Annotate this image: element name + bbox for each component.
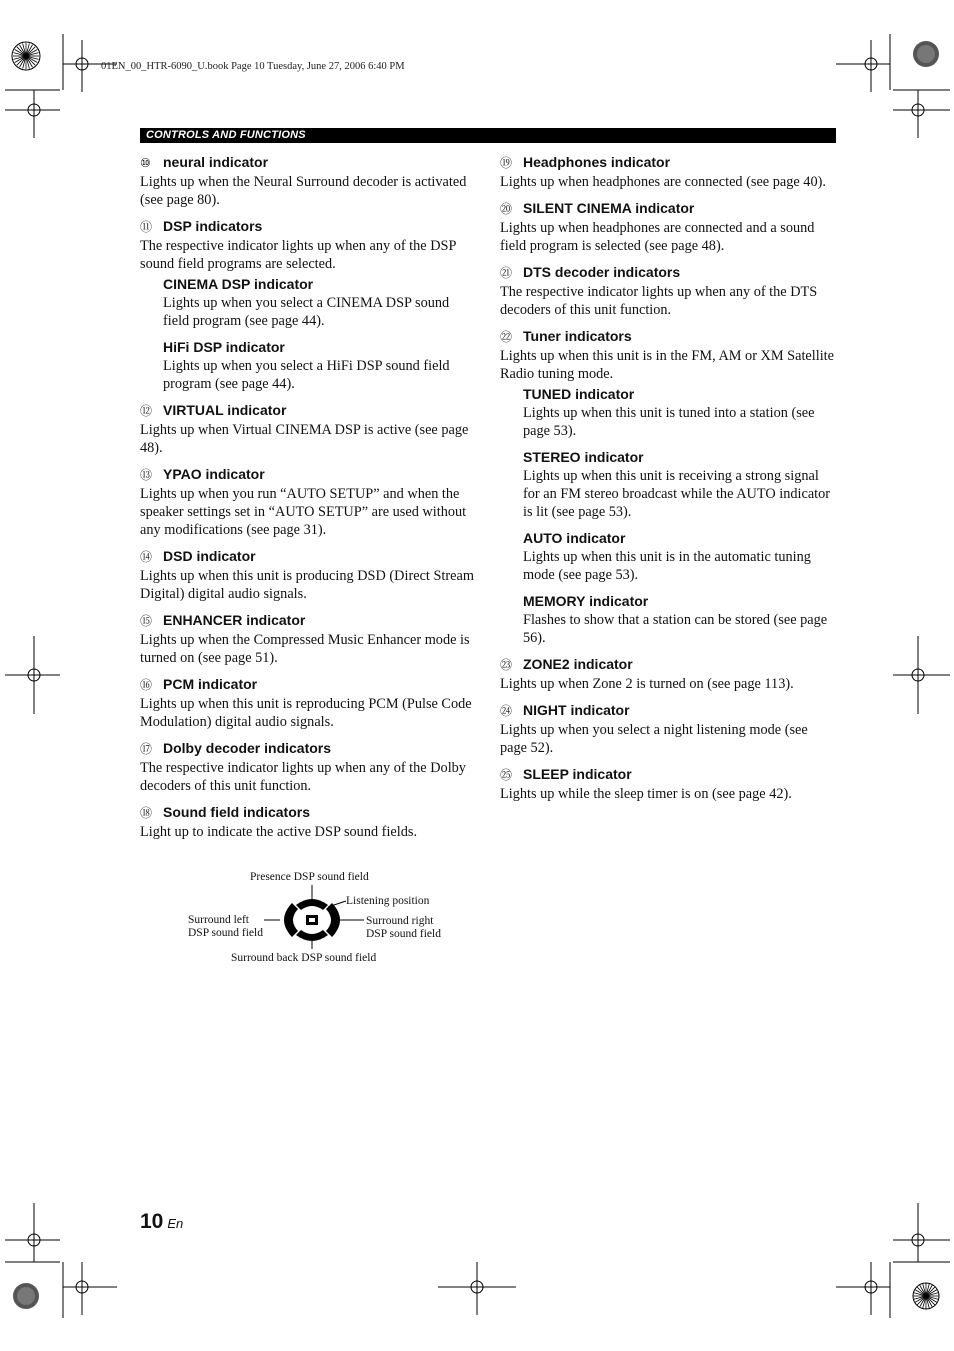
indicator-number: ⑩ — [140, 156, 151, 170]
indicator-title: NIGHT indicator — [523, 702, 630, 718]
indicator-description: Light up to indicate the active DSP sound fields. — [140, 824, 418, 840]
indicator-number: ⑪ — [140, 220, 153, 234]
sub-indicator-item — [523, 592, 836, 647]
crosshair-br2 — [893, 1203, 950, 1262]
indicator-heading — [140, 465, 476, 485]
crosshair-ml — [5, 636, 60, 714]
indicator-description: The respective indicator lights up when any of the DTS decoders of this unit function. — [500, 284, 818, 318]
indicator-number: ㉑ — [500, 266, 513, 280]
indicator-description: Lights up when you run “AUTO SETUP” and when the speaker settings set in “AUTO SETUP” are used without any modifications (see page 31). — [140, 486, 467, 538]
sub-indicator-item — [163, 338, 476, 393]
sub-indicator-item — [163, 275, 476, 330]
indicator-heading — [500, 701, 836, 721]
indicator-title: DSD indicator — [163, 548, 256, 564]
indicator-item — [140, 465, 476, 539]
indicator-heading — [500, 655, 836, 675]
indicator-number: ⑱ — [140, 806, 153, 820]
crosshair-bc — [438, 1262, 516, 1315]
indicator-item — [140, 153, 476, 209]
sound-field-diagram — [180, 865, 470, 975]
indicator-heading — [140, 803, 476, 823]
indicator-heading — [500, 327, 836, 347]
sub-indicator-description: Lights up when you select a CINEMA DSP sound field program (see page 44). — [163, 295, 450, 329]
right-column — [500, 153, 836, 811]
indicator-item — [500, 701, 836, 757]
sub-indicator-item — [523, 448, 836, 521]
label-surround-right-2: DSP sound field — [366, 928, 441, 940]
indicator-item — [140, 401, 476, 457]
indicator-number: ⑳ — [500, 202, 513, 216]
indicator-heading — [140, 675, 476, 695]
sub-indicator-item — [523, 529, 836, 584]
sub-indicator-description: Flashes to show that a station can be stored (see page 56). — [523, 612, 828, 646]
indicator-item — [500, 327, 836, 647]
sub-indicator-description: Lights up when you select a HiFi DSP sound field program (see page 44). — [163, 358, 450, 392]
label-surround-left-1: Surround left — [188, 914, 250, 926]
indicator-heading — [500, 263, 836, 283]
indicator-description: The respective indicator lights up when any of the DSP sound field programs are selected. — [140, 238, 456, 272]
indicator-heading — [500, 199, 836, 219]
indicator-description: Lights up when this unit is producing DSD (Direct Stream Digital) digital audio signals. — [140, 568, 474, 602]
indicator-number: ㉔ — [500, 704, 513, 718]
indicator-item — [500, 153, 836, 191]
indicator-description: Lights up when the Compressed Music Enhancer mode is turned on (see page 51). — [140, 632, 470, 666]
sub-indicator-title: STEREO indicator — [523, 449, 644, 465]
indicator-title: VIRTUAL indicator — [163, 402, 287, 418]
indicator-description: The respective indicator lights up when any of the Dolby decoders of this unit function. — [140, 760, 466, 794]
page-language: En — [167, 1216, 184, 1231]
indicator-description: Lights up when you select a night listening mode (see page 52). — [500, 722, 808, 756]
indicator-heading — [140, 401, 476, 421]
indicator-number: ⑯ — [140, 678, 153, 692]
label-surround-back: Surround back DSP sound field — [231, 952, 377, 964]
sub-indicator-title: CINEMA DSP indicator — [163, 276, 314, 292]
crosshair-tl2 — [5, 90, 60, 138]
sub-indicator-description: Lights up when this unit is tuned into a station (see page 53). — [523, 405, 815, 439]
indicator-title: SLEEP indicator — [523, 766, 632, 782]
indicator-title: DSP indicators — [163, 218, 263, 234]
crosshair-br1 — [836, 1262, 890, 1315]
sub-indicator-description: Lights up when this unit is receiving a strong signal for an FM stereo broadcast while the AUTO indicator is lit (see page 53). — [523, 468, 831, 520]
indicator-item — [140, 739, 476, 795]
sub-indicator-title: HiFi DSP indicator — [163, 339, 285, 355]
indicator-description: Lights up while the sleep timer is on (see page 42). — [500, 786, 792, 802]
indicator-item — [140, 611, 476, 667]
label-surround-right-1: Surround right — [366, 915, 434, 927]
indicator-heading — [140, 547, 476, 567]
indicator-title: SILENT CINEMA indicator — [523, 200, 695, 216]
indicator-item — [140, 675, 476, 731]
indicator-number: ⑰ — [140, 742, 153, 756]
indicator-description: Lights up when Virtual CINEMA DSP is active (see page 48). — [140, 422, 469, 456]
indicator-title: Sound field indicators — [163, 804, 311, 820]
indicator-item — [500, 263, 836, 319]
indicator-heading — [140, 611, 476, 631]
indicator-title: Tuner indicators — [523, 328, 632, 344]
page-number — [140, 1210, 183, 1234]
indicator-number: ㉕ — [500, 768, 513, 782]
label-listening: Listening position — [346, 895, 430, 907]
section-header-label: CONTROLS AND FUNCTIONS — [146, 129, 306, 141]
indicator-description: Lights up when this unit is in the FM, AM or XM Satellite Radio tuning mode. — [500, 348, 834, 382]
indicator-number: ⑭ — [140, 550, 153, 564]
indicator-heading — [140, 153, 476, 173]
indicator-description: Lights up when headphones are connected and a sound field program is selected (see page 48). — [500, 220, 815, 254]
crosshair-tr2 — [893, 90, 950, 138]
indicator-item — [500, 199, 836, 255]
indicator-title: ZONE2 indicator — [523, 656, 633, 672]
indicator-number: ㉒ — [500, 330, 513, 344]
crosshair-mr — [893, 636, 950, 714]
indicator-heading — [500, 765, 836, 785]
label-surround-left-2: DSP sound field — [188, 927, 263, 939]
left-column — [140, 153, 476, 849]
indicator-number: ⑬ — [140, 468, 153, 482]
sub-indicator-item — [523, 385, 836, 440]
indicator-heading — [140, 739, 476, 759]
print-info: 01EN_00_HTR-6090_U.book Page 10 Tuesday, June 27, 2006 6:40 PM — [101, 61, 405, 72]
indicator-number: ⑫ — [140, 404, 153, 418]
indicator-item — [500, 765, 836, 803]
indicator-description: Lights up when headphones are connected (see page 40). — [500, 174, 826, 190]
indicator-heading — [500, 153, 836, 173]
indicator-title: Dolby decoder indicators — [163, 740, 332, 756]
indicator-item — [140, 217, 476, 393]
indicator-description: Lights up when Zone 2 is turned on (see page 113). — [500, 676, 794, 692]
indicator-number: ⑮ — [140, 614, 153, 628]
indicator-number: ⑲ — [500, 156, 513, 170]
crosshair-bl1 — [5, 1203, 60, 1262]
indicator-item — [140, 803, 476, 841]
indicator-title: PCM indicator — [163, 676, 258, 692]
label-presence: Presence DSP sound field — [250, 871, 369, 883]
indicator-title: YPAO indicator — [163, 466, 265, 482]
sound-field-icon — [180, 865, 470, 975]
indicator-item — [140, 547, 476, 603]
indicator-title: Headphones indicator — [523, 154, 671, 170]
crosshair-bl2 — [63, 1262, 117, 1315]
indicator-number: ㉓ — [500, 658, 513, 672]
indicator-heading — [140, 217, 476, 237]
indicator-title: DTS decoder indicators — [523, 264, 681, 280]
indicator-description: Lights up when the Neural Surround decoder is activated (see page 80). — [140, 174, 467, 208]
indicator-title: neural indicator — [163, 154, 269, 170]
indicator-item — [500, 655, 836, 693]
indicator-description: Lights up when this unit is reproducing PCM (Pulse Code Modulation) digital audio signals. — [140, 696, 472, 730]
crosshair-tr1 — [836, 40, 890, 92]
sub-indicator-description: Lights up when this unit is in the automatic tuning mode (see page 53). — [523, 549, 811, 583]
indicator-title: ENHANCER indicator — [163, 612, 306, 628]
sub-indicator-title: TUNED indicator — [523, 386, 635, 402]
sub-indicator-title: MEMORY indicator — [523, 593, 649, 609]
page-number-value: 10 — [140, 1210, 164, 1233]
section-header-bar — [140, 128, 836, 143]
sub-indicator-title: AUTO indicator — [523, 530, 626, 546]
